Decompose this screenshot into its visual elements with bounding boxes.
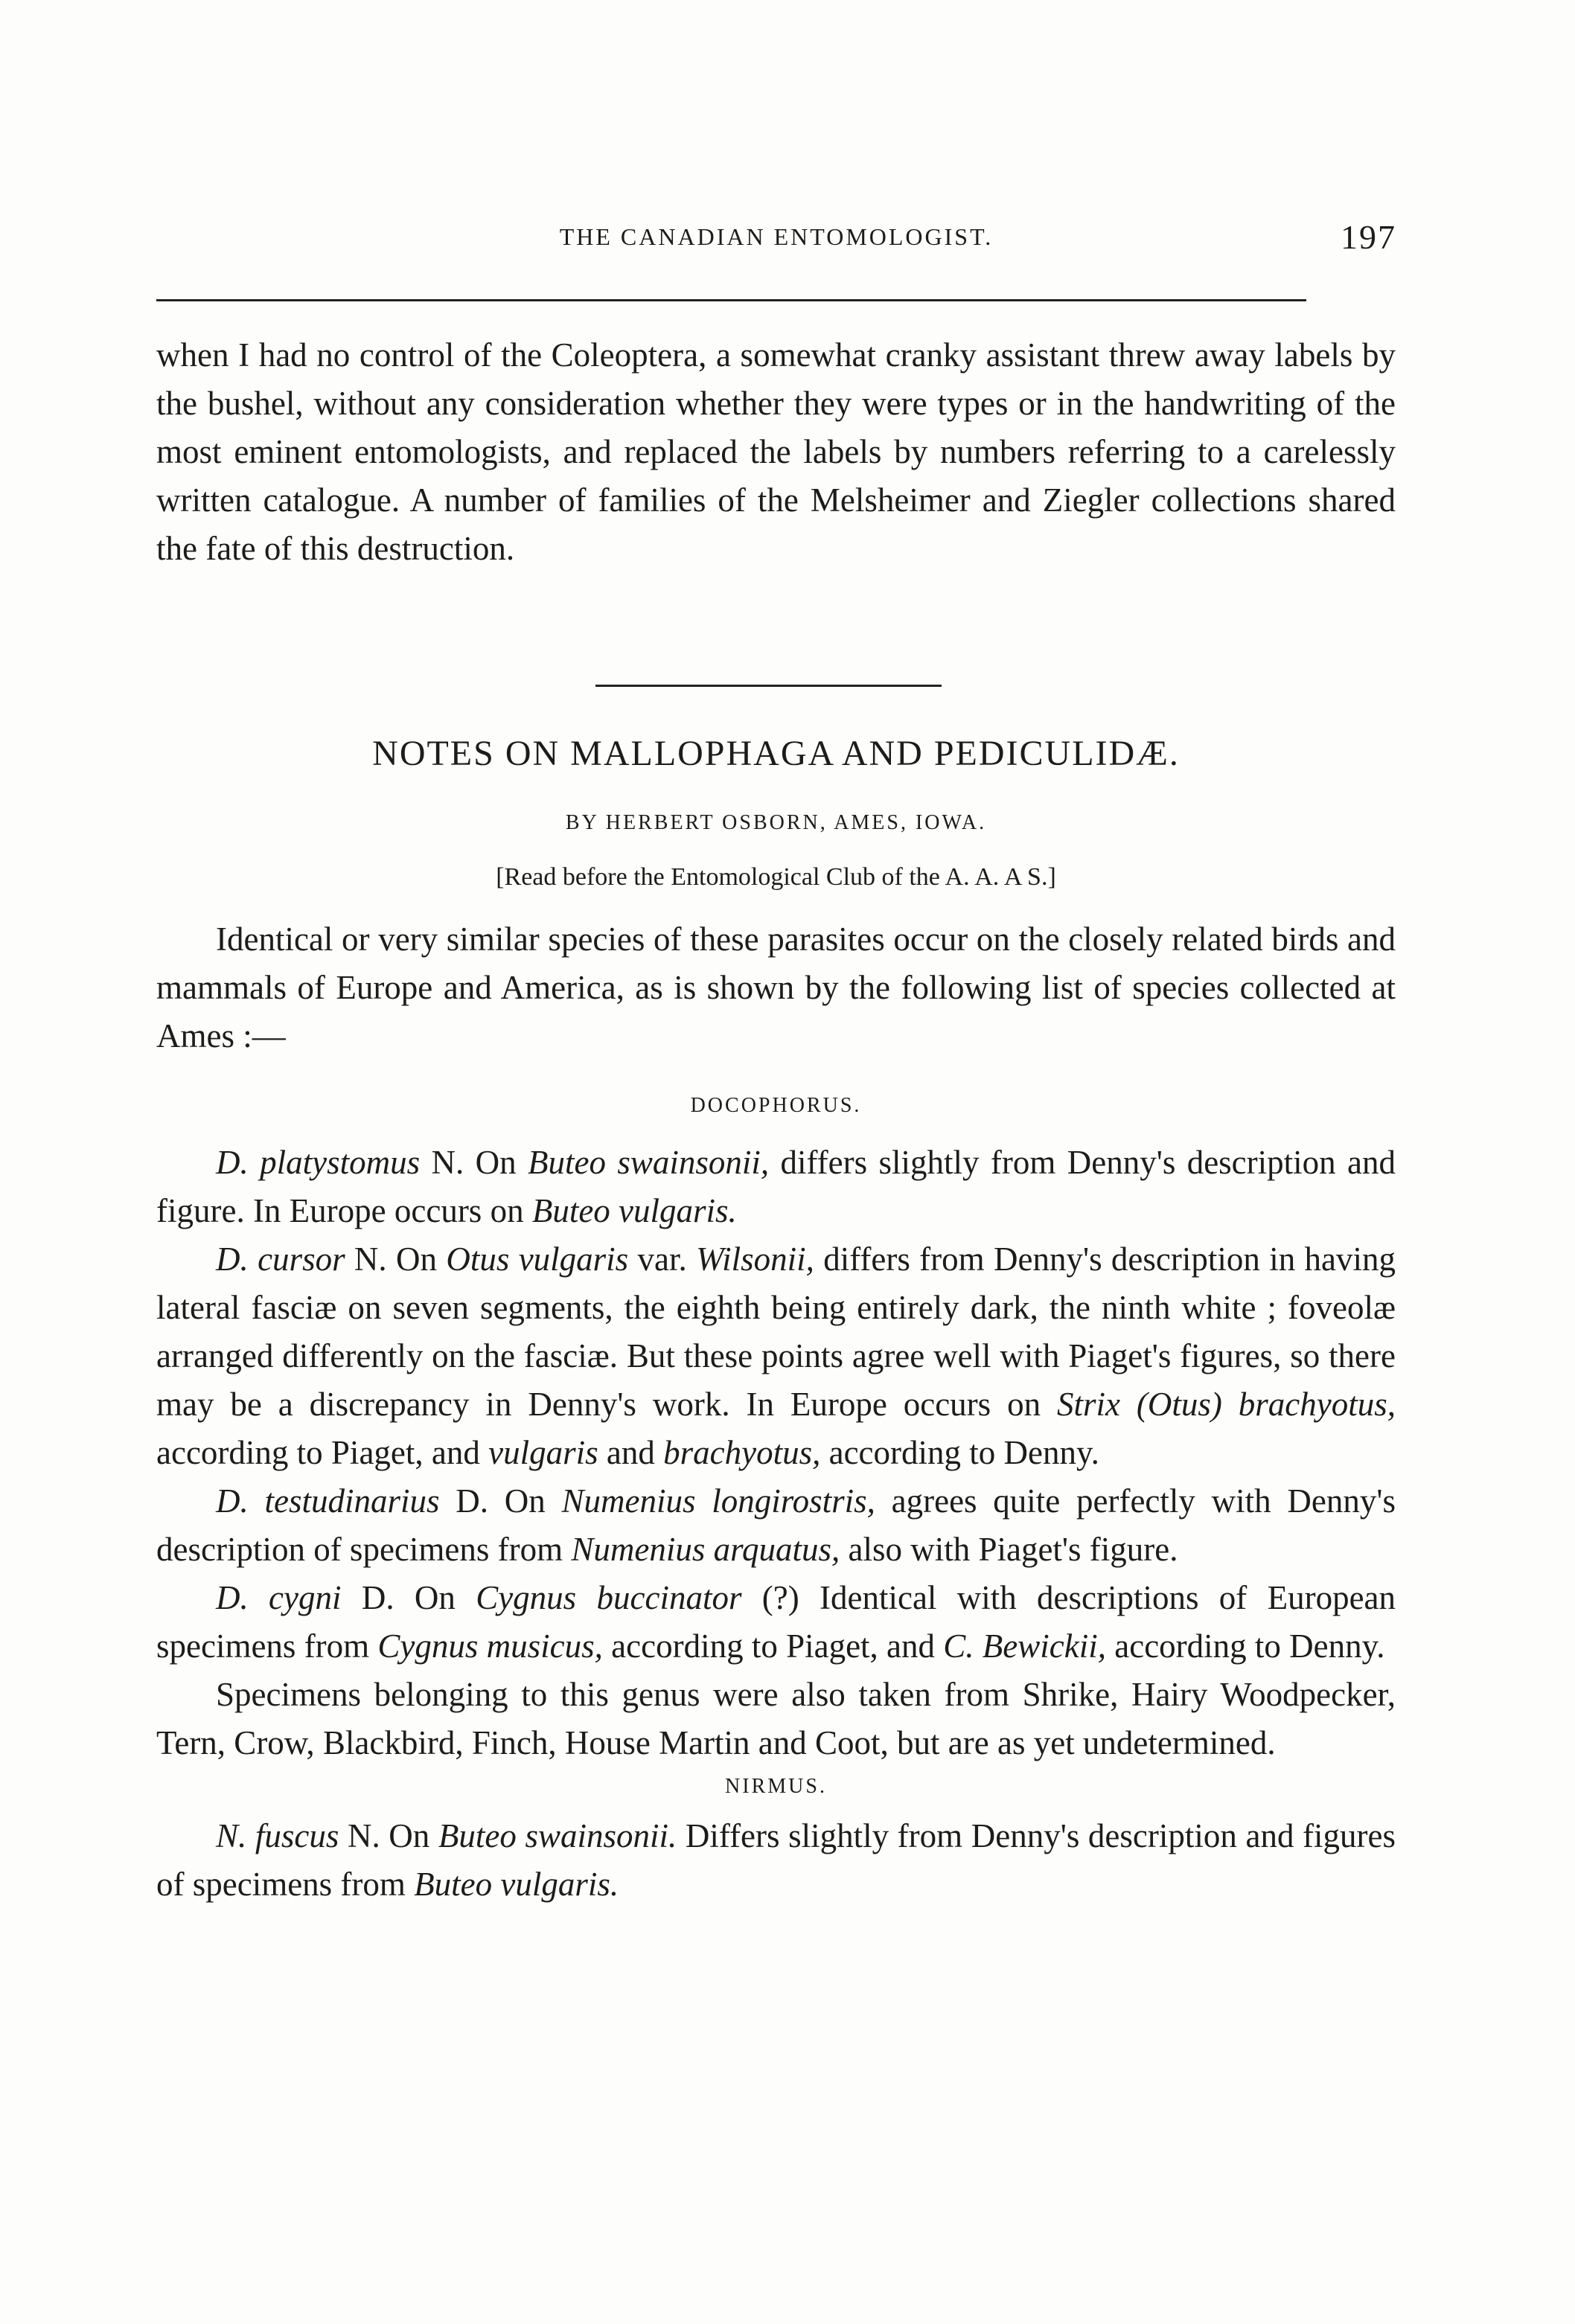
entry-text: differs slightly from Denny's description and figure. In Europe occurs on bbox=[156, 1144, 1396, 1229]
continued-paragraph-text: when I had no control of the Coleoptera, a somewhat cranky assistant threw away labels by the bushel, without any consideration whether they were types or in the handwriting of the most eminent entomologists, and replaced the labels by numbers referring to a carelessly written catalogue. A number of families of the Melsheimer and Ziegler collections shared the fate of this destruction. bbox=[156, 336, 1396, 567]
host-name: Buteo vulgaris. bbox=[414, 1866, 619, 1903]
running-head bbox=[156, 217, 1396, 277]
entry-text: D. On bbox=[439, 1482, 562, 1520]
entry-text: agrees quite perfectly with Denny's description of specimens from bbox=[156, 1482, 1396, 1568]
species-entry bbox=[156, 1235, 1396, 1477]
entry-text: N. On bbox=[339, 1817, 438, 1854]
entry-text: differs from Denny's description in having lateral fasciæ on seven segments, the eighth being entirely dark, the ninth white ; foveolæ arranged differently on the fasciæ. But these points agree well with Piaget's figures, so there may be a discrepancy in Denny's work. In Europe occurs on bbox=[156, 1241, 1396, 1423]
host-name: C. Bewickii, bbox=[943, 1627, 1106, 1665]
host-name: Wilsonii, bbox=[696, 1241, 814, 1278]
docophorus-note-text: Specimens belonging to this genus were also taken from Shrike, Hairy Woodpecker, Tern, Crow, Blackbird, Finch, House Martin and Coot, but are as yet undetermined. bbox=[156, 1676, 1396, 1761]
host-name: vulgaris bbox=[488, 1434, 598, 1471]
article-byline: BY HERBERT OSBORN, AMES, IOWA. bbox=[565, 811, 987, 834]
continued-paragraph bbox=[156, 331, 1396, 573]
host-name: Numenius arquatus, bbox=[571, 1531, 840, 1568]
host-name: Otus vulgaris bbox=[446, 1241, 629, 1278]
species-entry bbox=[156, 1812, 1396, 1909]
host-name: Cygnus musicus, bbox=[377, 1627, 603, 1665]
entry-text: according to Denny. bbox=[1106, 1627, 1385, 1665]
species-entry bbox=[156, 1574, 1396, 1671]
species-entry bbox=[156, 1477, 1396, 1574]
entry-text: N. On bbox=[345, 1241, 447, 1278]
entry-text: Differs slightly from Denny's description and figures of specimens from bbox=[156, 1817, 1396, 1903]
host-name: Buteo swainsonii. bbox=[438, 1817, 677, 1854]
journal-title: THE CANADIAN ENTOMOLOGIST. bbox=[559, 223, 994, 250]
host-name: Cygnus buccinator bbox=[476, 1579, 742, 1616]
species-name: D. cursor bbox=[216, 1241, 345, 1278]
host-name: Buteo swainsonii, bbox=[527, 1144, 770, 1181]
genus-heading-docophorus: DOCOPHORUS. bbox=[690, 1094, 862, 1117]
host-name: Buteo vulgaris. bbox=[531, 1192, 737, 1229]
species-name: D. cygni bbox=[216, 1579, 342, 1616]
species-name: D. testudinarius bbox=[216, 1482, 440, 1520]
species-entry bbox=[156, 1139, 1396, 1235]
entry-text: D. On bbox=[341, 1579, 476, 1616]
genus-heading-nirmus: NIRMUS. bbox=[725, 1775, 827, 1798]
read-note: [Read before the Entomological Club of the A. A. A S.] bbox=[496, 863, 1056, 891]
section-separator-rule bbox=[595, 685, 942, 687]
page-number: 197 bbox=[1341, 218, 1396, 256]
intro-text: Identical or very similar species of these parasites occur on the closely related birds and mammals of Europe and America, as is shown by the following list of species collected at Ames :— bbox=[156, 921, 1396, 1054]
entry-text: (?) Identical with descriptions of European specimens from bbox=[156, 1579, 1396, 1665]
species-name: D. platystomus bbox=[216, 1144, 421, 1181]
entry-text: var. bbox=[628, 1241, 697, 1278]
header-rule bbox=[156, 299, 1306, 301]
entry-text: according to Piaget, and bbox=[156, 1434, 489, 1471]
article-title: NOTES ON MALLOPHAGA AND PEDICULIDÆ. bbox=[372, 734, 1180, 773]
docophorus-entries bbox=[156, 1139, 1396, 1671]
intro-paragraph bbox=[156, 915, 1396, 1060]
entry-text: and bbox=[598, 1434, 664, 1471]
host-name: brachyotus, bbox=[663, 1434, 821, 1471]
nirmus-entries bbox=[156, 1812, 1396, 1909]
entry-text: according to Piaget, and bbox=[602, 1627, 944, 1665]
host-name: Strix (Otus) brachyotus, bbox=[1056, 1386, 1396, 1423]
entry-text: according to Denny. bbox=[820, 1434, 1099, 1471]
entry-text: N. On bbox=[420, 1144, 528, 1181]
docophorus-note bbox=[156, 1671, 1396, 1767]
host-name: Numenius longirostris, bbox=[561, 1482, 875, 1520]
species-name: N. fuscus bbox=[216, 1817, 339, 1854]
entry-text: also with Piaget's figure. bbox=[840, 1531, 1178, 1568]
